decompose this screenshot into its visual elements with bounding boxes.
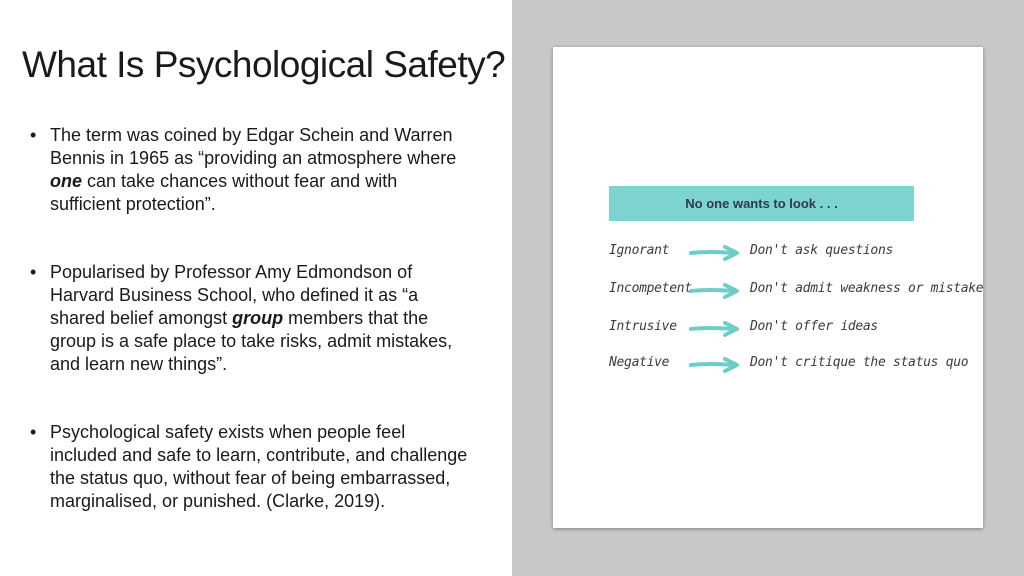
right-arrow-icon: [689, 245, 741, 261]
banner-text: No one wants to look . . .: [685, 196, 838, 211]
right-arrow-icon: [689, 357, 741, 373]
right-arrow-icon: [689, 321, 741, 337]
figure-row: [553, 279, 983, 305]
row-effect: Don't ask questions: [750, 243, 894, 258]
row-label: Incompetent: [609, 281, 692, 296]
bullet-emphasis: one: [50, 171, 83, 191]
bullet-text: members that the group is a safe place to take risks, admit mistakes, and learn new things”.: [50, 308, 453, 374]
bullet-emphasis: group: [232, 308, 284, 328]
bullet-edmondson: [30, 261, 470, 376]
row-label: Intrusive: [609, 319, 677, 334]
slide-title: What Is Psychological Safety?: [22, 44, 506, 85]
right-arrow-icon: [689, 283, 741, 299]
bullet-text: Popularised by Professor Amy Edmondson of Harvard Business School, who defined it as “a shared belief amongst: [50, 262, 419, 328]
figure-row: [553, 241, 983, 267]
row-label: Ignorant: [609, 243, 670, 258]
row-label: Negative: [609, 355, 670, 370]
bullet-schein: [30, 124, 470, 216]
figure-row: [553, 317, 983, 343]
figure-card: [553, 47, 983, 528]
row-effect: Don't offer ideas: [750, 319, 878, 334]
figure-banner: [609, 186, 914, 221]
row-effect: Don't critique the status quo: [750, 355, 969, 370]
bullet-definition: • Psychological safety exists when people feel included and safe to learn, contribute, and challenge the status quo, without fear of being embarrassed, marginalised, or punished. (Clarke, 2019).: [30, 421, 470, 513]
row-effect: Don't admit weakness or mistake: [750, 281, 984, 296]
figure-row: [553, 353, 983, 379]
bullet-text: The term was coined by Edgar Schein and Warren Bennis in 1965 as “providing an atmosphere where: [50, 125, 457, 168]
bullet-text: can take chances without fear and with sufficient protection”.: [50, 171, 398, 214]
